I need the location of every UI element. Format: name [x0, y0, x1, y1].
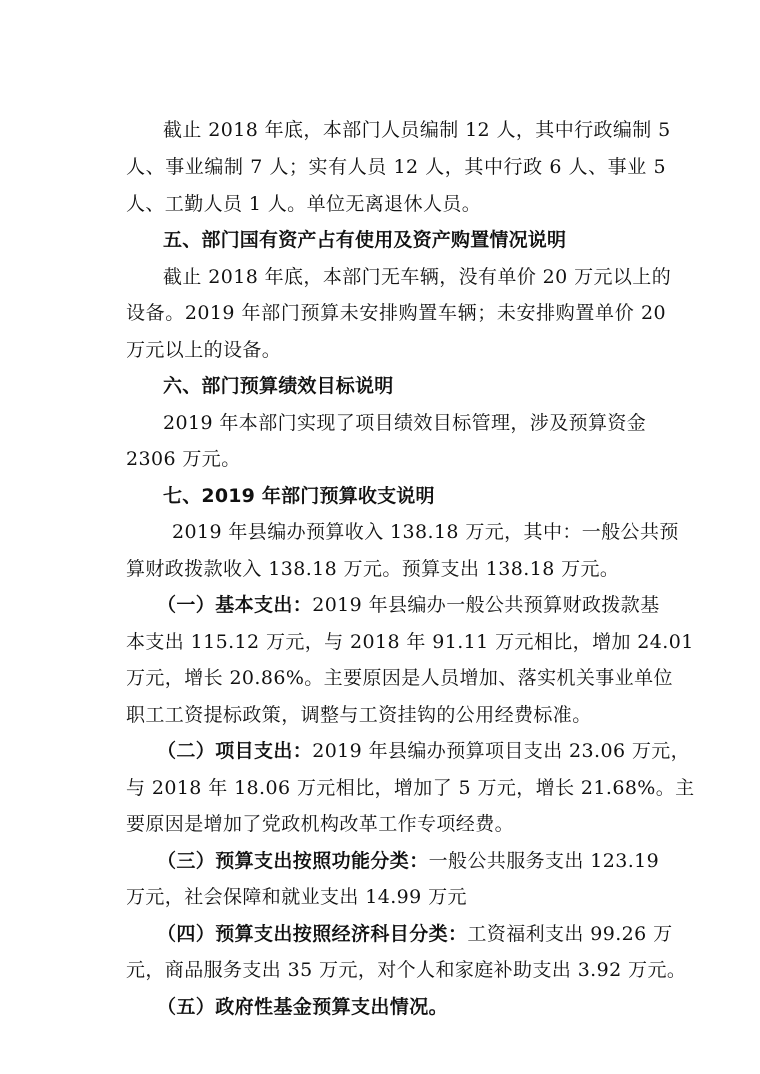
- paragraph-performance-line-1: 2019 年本部门实现了项目绩效目标管理，涉及预算资金: [163, 412, 647, 434]
- project-expenditure-line-3: 要原因是增加了党政机构改革工作专项经费。: [126, 813, 515, 835]
- project-expenditure-line-1: [157, 739, 690, 763]
- paragraph-budget-line-1: 2019 年县编办预算收入 138.18 万元，其中：一般公共预: [172, 521, 679, 543]
- functional-classification-line-1: [157, 849, 659, 873]
- government-fund-heading: （五）政府性基金预算支出情况。: [157, 996, 449, 1018]
- project-expenditure-label: （二）项目支出：: [157, 740, 313, 762]
- economic-classification-label: （四）预算支出按照经济科目分类：: [157, 923, 468, 945]
- paragraph-staffing-line-3: 人、工勤人员 1 人。单位无离退休人员。: [126, 193, 482, 215]
- paragraph-assets-line-3: 万元以上的设备。: [126, 339, 282, 361]
- project-expenditure-line-2: 与 2018 年 18.06 万元相比，增加了 5 万元，增长 21.68%。主: [126, 777, 695, 799]
- paragraph-staffing-line-2: 人、事业编制 7 人；实有人员 12 人，其中行政 6 人、事业 5: [126, 156, 666, 178]
- paragraph-budget-line-2: 算财政拨款收入 138.18 万元。预算支出 138.18 万元。: [126, 558, 620, 580]
- section-heading-5: 五、部门国有资产占有使用及资产购置情况说明: [163, 229, 567, 251]
- basic-expenditure-line-2: 本支出 115.12 万元，与 2018 年 91.11 万元相比，增加 24.01: [126, 631, 694, 653]
- economic-classification-line-1: [157, 922, 672, 946]
- paragraph-performance-line-2: 2306 万元。: [126, 448, 241, 470]
- paragraph-staffing-line-1: 截止 2018 年底，本部门人员编制 12 人，其中行政编制 5: [163, 119, 671, 141]
- basic-expenditure-line-3: 万元，增长 20.86%。主要原因是人员增加、落实机关事业单位: [126, 667, 673, 689]
- functional-classification-line-2: 万元，社会保障和就业支出 14.99 万元: [126, 886, 467, 908]
- project-expenditure-text: 2019 年县编办预算项目支出 23.06 万元，: [312, 740, 691, 762]
- basic-expenditure-text: 2019 年县编办一般公共预算财政拨款基: [312, 594, 660, 616]
- basic-expenditure-line-1: [157, 593, 660, 617]
- functional-classification-text: 一般公共服务支出 123.19: [428, 850, 660, 872]
- economic-classification-text: 工资福利支出 99.26 万: [467, 923, 673, 945]
- basic-expenditure-line-4: 职工工资提标政策，调整与工资挂钩的公用经费标准。: [126, 704, 592, 726]
- economic-classification-line-2: 元，商品服务支出 35 万元，对个人和家庭补助支出 3.92 万元。: [126, 959, 687, 981]
- section-heading-7: 七、2019 年部门预算收支说明: [163, 485, 435, 507]
- paragraph-assets-line-1: 截止 2018 年底，本部门无车辆，没有单价 20 万元以上的: [163, 266, 672, 288]
- functional-classification-label: （三）预算支出按照功能分类：: [157, 850, 429, 872]
- paragraph-assets-line-2: 设备。2019 年部门预算未安排购置车辆；未安排购置单价 20: [126, 302, 666, 324]
- section-heading-6: 六、部门预算绩效目标说明: [163, 375, 394, 397]
- basic-expenditure-label: （一）基本支出：: [157, 594, 313, 616]
